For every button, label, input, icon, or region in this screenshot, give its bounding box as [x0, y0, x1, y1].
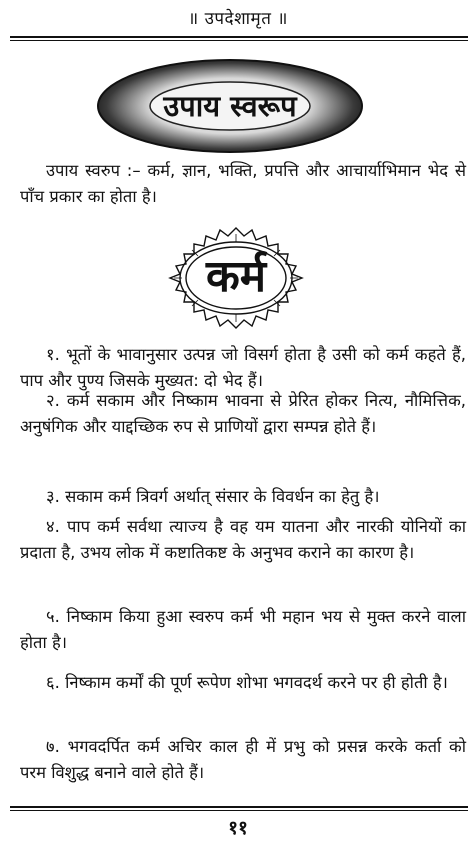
section-banner: [96, 58, 364, 154]
paragraph-3: ३. सकाम कर्म त्रिवर्ग अर्थात् संसार के विवर्धन का हेतु है।: [46, 487, 380, 506]
paragraph-4: ४. पाप कर्म सर्वथा त्याज्य है वह यम यातना और नारकी योनियों का प्रदाता है, उभय लोक में कष्टातिकष्ट के अनुभव कराने का कारण है।: [20, 517, 466, 562]
banner-title: उपाय स्वरूप: [163, 89, 297, 123]
footer-divider-thin: [10, 810, 468, 811]
paragraph-5: ५. निष्काम किया हुआ स्वरुप कर्म भी महान भय से मुक्त करने वाला होता है।: [20, 607, 466, 652]
paragraph-7: ७. भगवदर्पित कर्म अचिर काल ही में प्रभु को प्रसन्न करके कर्ता को परम विशुद्ध बनाने वाले होते हैं।: [20, 737, 466, 782]
paragraph-2: २. कर्म सकाम और निष्काम भावना से प्रेरित होकर नित्य, नौमित्तिक, अनुषंगिक और याद्दच्छिक रुप से प्राणियों द्वारा सम्पन्न होते हैं।: [20, 391, 466, 436]
page-number: ११: [228, 817, 248, 839]
section-title: कर्म: [205, 251, 267, 302]
section-emblem: [152, 226, 320, 330]
header-divider: [10, 36, 468, 38]
page-header-title: ॥ उपदेशामृत ॥: [188, 9, 288, 29]
paragraph-6: ६. निष्काम कर्मों की पूर्ण रूपेण शोभा भगवदर्थ करने पर ही होती है।: [46, 673, 448, 692]
intro-paragraph: उपाय स्वरुप :– कर्म, ज्ञान, भक्ति, प्रपत्ति और आचार्याभिमान भेद से पाँच प्रकार का होता है।: [20, 161, 466, 206]
footer-divider: [10, 806, 468, 808]
paragraph-1: १. भूतों के भावानुसार उत्पन्न जो विसर्ग होता है उसी को कर्म कहते हैं, पाप और पुण्य जिसके मुख्यत: दो भेद हैं।: [20, 345, 466, 390]
header-divider-thin: [10, 40, 468, 41]
